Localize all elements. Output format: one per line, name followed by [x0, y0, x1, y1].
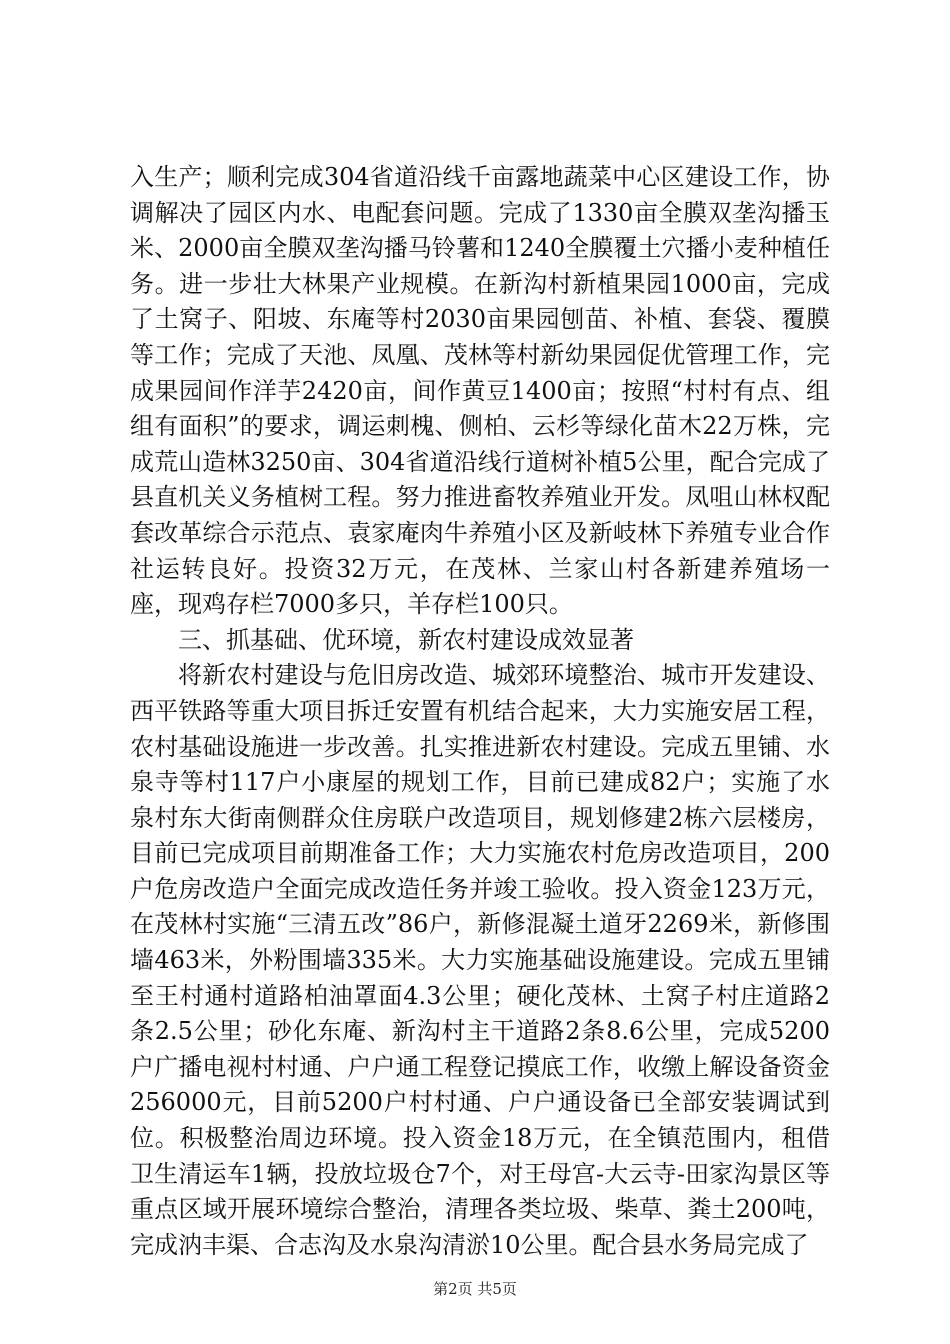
document-body	[130, 160, 830, 1263]
paragraph-3: 将新农村建设与危旧房改造、城郊环境整治、城市开发建设、西平铁路等重大项目拆迁安置有机结合起来，大力实施安居工程，农村基础设施进一步改善。扎实推进新农村建设。完成五里铺、水泉寺等村117户小康屋的规划工作，目前已建成82户；实施了水泉村东大街南侧群众住房联户改造项目，规划修建2栋六层楼房，目前已完成项目前期准备工作；大力实施农村危房改造项目，200户危房改造户全面完成改造任务并竣工验收。投入资金123万元，在茂林村实施“三清五改”86户，新修混凝土道牙2269米，新修围墙463米，外粉围墙335米。大力实施基础设施建设。完成五里铺至王村通村道路柏油罩面4.3公里；硬化茂林、土窝子村庄道路2条2.5公里；砂化东庵、新沟村主干道路2条8.6公里，完成5200户广播电视村村通、户户通工程登记摸底工作，收缴上解设备资金256000元，目前5200户村村通、户户通设备已全部安装调试到位。积极整治周边环境。投入资金18万元，在全镇范围内，租借卫生清运车1辆，投放垃圾仓7个，对王母宫-大云寺-田家沟景区等重点区域开展环境综合整治，清理各类垃圾、柴草、粪土200吨，完成汭丰渠、合志沟及水泉沟清淤10公里。配合县水务局完成了	[130, 661, 830, 1259]
section-heading: 三、抓基础、优环境，新农村建设成效显著	[178, 625, 634, 654]
page-footer: 第2页 共5页	[433, 1280, 517, 1298]
paragraph-1: 入生产；顺利完成304省道沿线千亩露地蔬菜中心区建设工作，协调解决了园区内水、电配套问题。完成了1330亩全膜双垄沟播玉米、2000亩全膜双垄沟播马铃薯和1240全膜覆土穴播小麦种植任务。进一步壮大林果产业规模。在新沟村新植果园1000亩，完成了土窝子、阳坡、东庵等村2030亩果园刨苗、补植、套袋、覆膜等工作；完成了天池、凤凰、茂林等村新幼果园促优管理工作，完成果园间作洋芋2420亩，间作黄豆1400亩；按照“村村有点、组组有面积”的要求，调运刺槐、侧柏、云杉等绿化苗木22万株，完成荒山造林3250亩、304省道沿线行道树补植5公里，配合完成了县直机关义务植树工程。努力推进畜牧养殖业开发。凤咀山林权配套改革综合示范点、袁家庵肉牛养殖小区及新岐林下养殖专业合作社运转良好。投资32万元，在茂林、兰家山村各新建养殖场一座，现鸡存栏7000多只，羊存栏100只。	[130, 163, 830, 619]
